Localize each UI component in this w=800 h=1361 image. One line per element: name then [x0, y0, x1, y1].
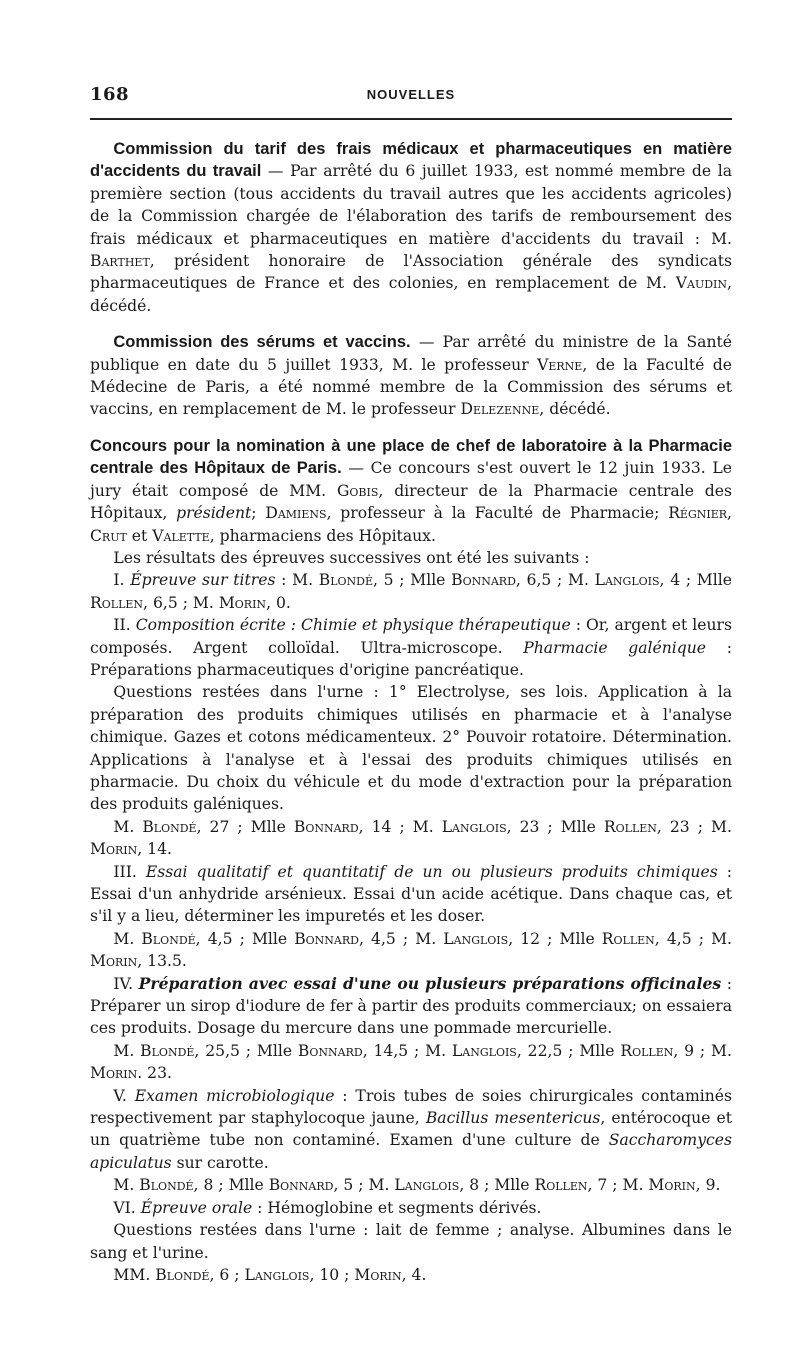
candidate-name: Morin	[90, 952, 138, 971]
epreuve-title: Composition écrite : Chimie et physique thérapeutique	[135, 616, 571, 635]
body-text: : Préparer un sirop d'iodure de fer à partir des produits commerciaux; on essaiera ces produits. Dosage du mercure dans une pommade mercurielle.	[90, 974, 733, 1038]
candidate-score	[579, 1042, 711, 1060]
candidate-value: , 4.	[401, 1265, 427, 1284]
epreuve-title: Préparation avec essai d'une ou plusieurs préparations officinales	[138, 973, 722, 993]
epreuve-3	[90, 861, 732, 928]
scores-list	[90, 930, 732, 970]
scores-list	[113, 1176, 720, 1194]
epreuve-4	[90, 973, 732, 1040]
candidate-prefix: M.	[113, 1176, 140, 1195]
candidate-value: , 14 ;	[358, 817, 413, 836]
candidate-name: Bonnard	[297, 1041, 363, 1060]
epreuve-title: Examen microbiologique	[134, 1086, 335, 1105]
candidate-name: Langlois	[244, 1265, 310, 1284]
section-serums-vaccins	[90, 331, 732, 421]
body-text: :	[275, 571, 293, 590]
epreuve-4-scores	[90, 1040, 732, 1085]
body-text: sur carotte.	[171, 1153, 269, 1172]
epreuve-2-questions: Questions restées dans l'urne : 1° Electrolyse, ses lois. Application à la préparation des produits chimiques utilisés en pharmacie et à l'analyse chimique. Gazes et cotons médicamenteux. 2° Pouvoir rotatoire. Détermination. Applications à l'analyse et à l'essai des produits chimiques utilisés en pharmacie. Du choix du véhicule et du mode d'extraction pour la préparation des produits galéniques.	[90, 683, 732, 814]
candidate-value: , 22,5 ;	[516, 1041, 580, 1060]
section-gap	[90, 421, 732, 435]
article-body	[90, 138, 732, 1286]
person-name: Régnier	[668, 504, 728, 523]
candidate-score	[257, 1042, 425, 1060]
candidate-value: , 8 ;	[459, 1176, 495, 1195]
section-gap	[90, 317, 732, 331]
candidate-prefix: Mlle	[560, 817, 604, 836]
candidate-score	[369, 1176, 495, 1194]
candidate-name: Morin	[218, 593, 267, 612]
section-tarif-frais	[90, 138, 732, 317]
person-name: Gobis	[336, 481, 379, 500]
candidate-name: Blondé	[142, 817, 197, 836]
candidate-name: Blondé	[318, 571, 373, 590]
candidate-value: , 4 ;	[659, 571, 697, 590]
candidate-prefix: Mlle	[559, 929, 602, 948]
candidate-prefix: M.	[412, 817, 442, 836]
candidate-name: Rollen	[603, 817, 657, 836]
candidate-prefix: M.	[425, 1041, 452, 1060]
body-text: : Essai d'un anhydride arsénieux. Essai d'un acide acétique. Dans chaque cas, et s'il y a lieu, déterminer les impuretés et les doser.	[90, 862, 732, 926]
candidate-value: . 23.	[137, 1064, 172, 1083]
candidate-prefix: M.	[415, 929, 444, 948]
candidate-name: Rollen	[620, 1041, 674, 1060]
epreuve-number: VI.	[113, 1198, 141, 1217]
candidate-prefix: M.	[292, 571, 319, 590]
candidate-value: , 23 ;	[656, 817, 712, 836]
candidate-name: Blondé	[141, 929, 196, 948]
candidate-name: Blondé	[140, 1041, 195, 1060]
page-header	[90, 84, 732, 108]
candidate-prefix: M.	[622, 1176, 649, 1195]
candidate-score	[560, 930, 712, 948]
candidate-prefix: Mlle	[251, 929, 295, 948]
body-text: , de la Faculté de Médecine de Paris, a été nommé membre de la Commission des sérums et vaccins, en remplacement de M. le professeur	[90, 355, 733, 419]
section-title: Commission du tarif des frais médicaux et pharmaceutiques en matière d'accidents du travail	[90, 140, 732, 181]
section-concours	[90, 435, 732, 547]
candidate-prefix: Mlle	[696, 571, 732, 590]
candidate-value: , 27 ;	[196, 817, 251, 836]
epreuve-number: I.	[113, 571, 131, 590]
candidate-value: , 23 ;	[506, 817, 561, 836]
candidate-name: Rollen	[601, 929, 655, 948]
person-name: Damiens	[265, 504, 327, 523]
candidate-score	[413, 818, 561, 836]
candidate-value: , 4,5 ;	[358, 929, 416, 948]
body-text: , directeur de la Pharmacie centrale des Hôpitaux,	[90, 481, 732, 523]
candidate-value: , 6,5 ;	[143, 593, 193, 612]
candidate-score	[410, 571, 568, 589]
candidate-prefix: MM.	[113, 1265, 156, 1284]
epreuve-number: V.	[113, 1086, 135, 1105]
candidate-score	[494, 1176, 622, 1194]
body-text: : Trois tubes de soies chirurgicales contaminés respectivement par staphylocoque jaune,	[90, 1086, 732, 1128]
person-name: Valette	[152, 526, 210, 545]
species-name: Saccharomyces apiculatus	[90, 1131, 732, 1172]
candidate-score	[113, 1176, 228, 1194]
candidate-name: Rollen	[534, 1176, 588, 1195]
candidate-score	[113, 930, 252, 948]
body-text: — Ce concours s'est ouvert le 12 juin 1933. Le jury était composé de MM.	[90, 459, 733, 500]
candidate-score	[354, 1266, 426, 1284]
candidate-prefix: Mlle	[256, 1041, 298, 1060]
candidate-score	[193, 594, 291, 612]
candidate-name: Langlois	[394, 1176, 460, 1195]
section-title: Commission des sérums et vaccins.	[113, 333, 411, 352]
body-text: , président honoraire de l'Association générale des syndicats pharmaceutiques de France et des colonies, en remplacement de M.	[90, 252, 732, 293]
candidate-value: , 0.	[266, 593, 291, 612]
candidate-value: , 25,5 ;	[194, 1041, 257, 1060]
candidate-value: , 6,5 ;	[515, 571, 568, 590]
epreuve-title: Essai qualitatif et quantitatif de un ou plusieurs produits chimiques	[145, 862, 718, 881]
epreuve-title: Épreuve orale	[140, 1198, 253, 1217]
candidate-score	[415, 930, 559, 948]
candidate-prefix: M.	[192, 593, 219, 612]
person-name: Crut	[90, 526, 127, 545]
candidate-name: Blondé	[155, 1265, 210, 1284]
candidate-score	[113, 818, 250, 836]
body-text: , décédé.	[90, 274, 732, 315]
candidate-value: , 12 ;	[508, 929, 560, 948]
body-text: — Par arrêté du 6 juillet 1933, est nommé membre de la première section (tous accidents du travail autres que les accidents agricoles) de la Commission chargée de l'élaboration des tarifs de remboursement des frais médicaux et pharmaceutiques en matière d'accidents du travail : M.	[90, 162, 733, 248]
epreuve-number: III.	[113, 862, 146, 881]
candidate-prefix: M.	[711, 1041, 732, 1060]
running-title: NOUVELLES	[366, 87, 456, 102]
candidate-name: Morin	[90, 1064, 138, 1083]
candidate-prefix: Mlle	[410, 571, 452, 590]
epreuve-title: Épreuve sur titres	[130, 571, 276, 590]
body-text: , professeur à la Faculté de Pharmacie;	[326, 504, 669, 523]
body-text: ,	[727, 504, 732, 523]
candidate-prefix: M.	[711, 817, 732, 836]
epreuve-6-scores	[90, 1264, 732, 1286]
candidate-value: , 9 ;	[673, 1041, 712, 1060]
candidate-prefix: M.	[113, 929, 142, 948]
candidate-name: Langlois	[443, 929, 509, 948]
scores-list	[90, 818, 732, 858]
epreuve-number: IV.	[113, 974, 139, 993]
epreuve-number: II.	[113, 616, 136, 635]
body-text: — Par arrêté du ministre de la Santé publique en date du 5 juillet 1933, M. le professeur	[90, 333, 733, 374]
candidate-score	[229, 1176, 369, 1194]
candidate-score	[113, 1042, 257, 1060]
candidate-name: Rollen	[90, 593, 144, 612]
candidate-score	[252, 930, 415, 948]
body-text: : Préparations pharmaceutiques d'origine pancréatique.	[90, 638, 732, 679]
person-name: Vaudin	[675, 274, 728, 293]
candidate-prefix: M.	[113, 817, 143, 836]
candidate-score	[292, 571, 410, 589]
candidate-prefix: Mlle	[494, 1176, 535, 1195]
subject-label: Pharmacie galénique	[523, 638, 707, 657]
candidate-name: Langlois	[451, 1041, 517, 1060]
candidate-value: , 9.	[695, 1176, 721, 1195]
body-text: : Or, argent et leurs composés. Argent colloïdal. Ultra-microscope.	[90, 616, 732, 657]
candidate-prefix: Mlle	[228, 1176, 269, 1195]
candidate-value: , 5 ;	[373, 571, 411, 590]
candidate-name: Bonnard	[294, 929, 359, 948]
body-text: : Hémoglobine et segments dérivés.	[252, 1198, 542, 1217]
body-text: et	[126, 526, 153, 545]
species-name: Bacillus mesentericus	[425, 1109, 601, 1128]
candidate-score	[113, 1266, 244, 1284]
candidate-score	[623, 1176, 721, 1194]
epreuve-6-questions: Questions restées dans l'urne : lait de femme ; analyse. Albumines dans le sang et l'urine.	[90, 1221, 732, 1262]
candidate-name: Bonnard	[293, 817, 359, 836]
candidate-score	[425, 1042, 579, 1060]
epreuve-1	[90, 569, 732, 614]
candidate-value: , 14.	[137, 840, 172, 859]
candidate-name: Morin	[648, 1176, 696, 1195]
body-text: ;	[251, 504, 266, 523]
candidate-value: , 6 ;	[209, 1265, 245, 1284]
epreuve-5	[90, 1085, 732, 1175]
candidate-value: , 8 ;	[193, 1176, 229, 1195]
candidate-score	[561, 818, 711, 836]
header-rule	[90, 118, 732, 120]
epreuve-5-scores	[90, 1174, 732, 1196]
epreuve-2-scores	[90, 816, 732, 861]
body-text: , pharmaciens des Hôpitaux.	[209, 526, 436, 545]
candidate-value: , 4,5 ;	[654, 929, 712, 948]
candidate-prefix: Mlle	[250, 817, 294, 836]
candidate-name: Bonnard	[268, 1176, 334, 1195]
candidate-name: Langlois	[594, 571, 660, 590]
candidate-value: , 5 ;	[333, 1176, 369, 1195]
body-text: , entérocoque et un quatrième tube non contaminé. Examen d'une culture de	[90, 1109, 732, 1150]
scores-list	[90, 1042, 732, 1082]
person-name: Delezenne	[460, 400, 540, 419]
candidate-name: Morin	[90, 840, 138, 859]
candidate-name: Langlois	[441, 817, 507, 836]
body-text: , décédé.	[539, 400, 611, 419]
candidate-value: , 7 ;	[587, 1176, 623, 1195]
scores-list	[113, 1266, 426, 1284]
candidate-prefix: M.	[113, 1041, 141, 1060]
candidate-value: , 14,5 ;	[362, 1041, 426, 1060]
candidate-prefix: M.	[568, 571, 595, 590]
results-intro: Les résultats des épreuves successives ont été les suivants :	[113, 548, 590, 567]
role-label: président	[176, 504, 252, 523]
candidate-score	[251, 818, 413, 836]
epreuve-3-scores	[90, 928, 732, 973]
person-name: Verne	[537, 355, 583, 374]
candidate-name: Blondé	[139, 1176, 194, 1195]
candidate-prefix: M.	[711, 929, 732, 948]
candidate-prefix: M.	[368, 1176, 395, 1195]
candidate-value: , 10 ;	[309, 1265, 355, 1284]
candidate-name: Morin	[354, 1265, 402, 1284]
section-title: Concours pour la nomination à une place de chef de laboratoire à la Pharmacie centrale des Hôpitaux de Paris.	[90, 436, 732, 478]
candidate-value: , 4,5 ;	[195, 929, 252, 948]
candidate-score	[568, 571, 697, 589]
epreuve-2	[90, 614, 732, 681]
candidate-name: Bonnard	[451, 571, 516, 590]
candidate-score	[245, 1266, 355, 1284]
page-number: 168	[90, 84, 130, 105]
epreuve-6	[90, 1197, 732, 1219]
candidate-prefix: Mlle	[579, 1041, 621, 1060]
person-name: Barthet	[90, 252, 150, 271]
candidate-value: , 13.5.	[137, 952, 187, 971]
